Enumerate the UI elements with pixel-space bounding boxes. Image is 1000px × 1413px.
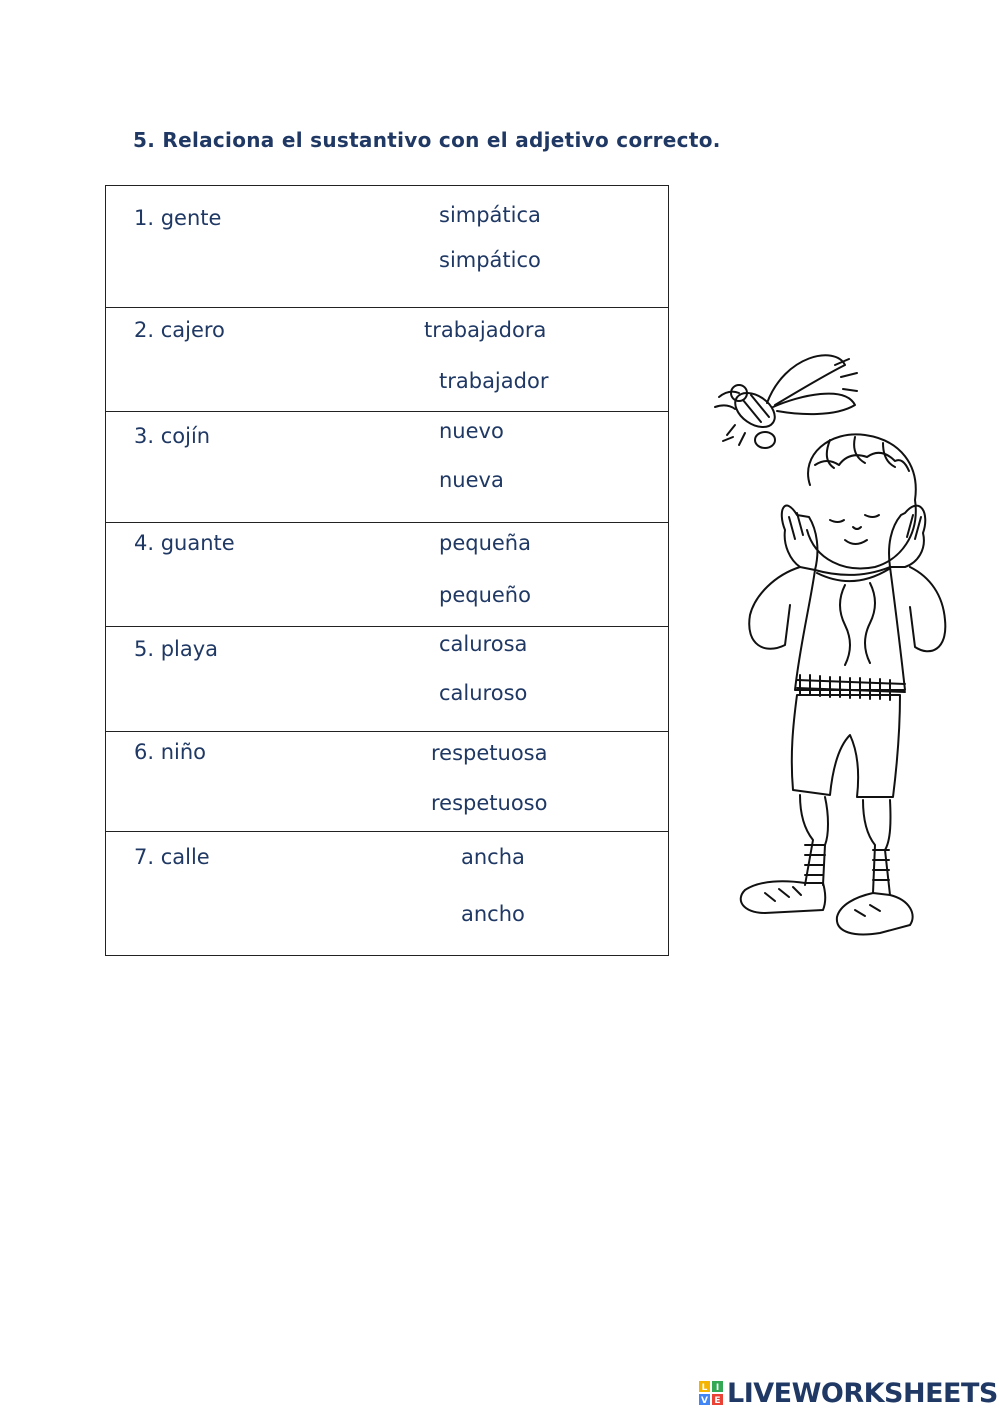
boy-with-bee-drawing-icon — [705, 345, 955, 945]
adjective-option[interactable]: trabajadora — [424, 318, 547, 342]
brand-text: LIVEWORKSHEETS — [727, 1377, 998, 1409]
adjective-option[interactable]: ancha — [461, 845, 525, 869]
noun-label: 5. playa — [134, 637, 219, 661]
noun-label: 3. cojín — [134, 424, 211, 448]
table-row — [106, 626, 668, 731]
adjective-option[interactable]: caluroso — [439, 681, 528, 705]
boy-shorts-icon — [792, 695, 900, 797]
svg-text:I: I — [715, 1383, 720, 1393]
adjective-option[interactable]: simpático — [439, 248, 541, 272]
liveworksheets-brand — [698, 1376, 998, 1410]
boy-head-icon — [807, 434, 916, 568]
noun-label: 2. cajero — [134, 318, 225, 342]
table-row — [106, 831, 668, 957]
boy-shoes-icon — [741, 881, 913, 934]
svg-text:E: E — [714, 1396, 721, 1406]
table-row — [106, 522, 668, 626]
boy-legs-icon — [800, 795, 890, 895]
matching-table — [105, 185, 669, 956]
adjective-option[interactable]: ancho — [461, 902, 525, 926]
adjective-option[interactable]: respetuoso — [431, 791, 548, 815]
boy-sweater-icon — [749, 567, 945, 700]
exercise-title: 5. Relaciona el sustantivo con el adjetivo correcto. — [133, 128, 721, 152]
noun-label: 1. gente — [134, 206, 222, 230]
svg-text:V: V — [701, 1396, 708, 1406]
noun-label: 6. niño — [134, 740, 207, 764]
table-row — [106, 731, 668, 831]
table-row — [106, 186, 668, 307]
bee-icon — [715, 355, 857, 448]
adjective-option[interactable]: nueva — [439, 468, 504, 492]
adjective-option[interactable]: trabajador — [439, 369, 549, 393]
noun-label: 4. guante — [134, 531, 235, 555]
adjective-option[interactable]: simpática — [439, 203, 541, 227]
svg-text:L: L — [701, 1383, 708, 1393]
table-row — [106, 307, 668, 411]
adjective-option[interactable]: pequeña — [439, 531, 531, 555]
liveworksheets-logo-icon — [698, 1380, 724, 1406]
adjective-option[interactable]: respetuosa — [431, 741, 548, 765]
noun-label: 7. calle — [134, 845, 210, 869]
adjective-option[interactable]: nuevo — [439, 419, 504, 443]
table-row — [106, 411, 668, 522]
adjective-option[interactable]: pequeño — [439, 583, 531, 607]
adjective-option[interactable]: calurosa — [439, 632, 528, 656]
